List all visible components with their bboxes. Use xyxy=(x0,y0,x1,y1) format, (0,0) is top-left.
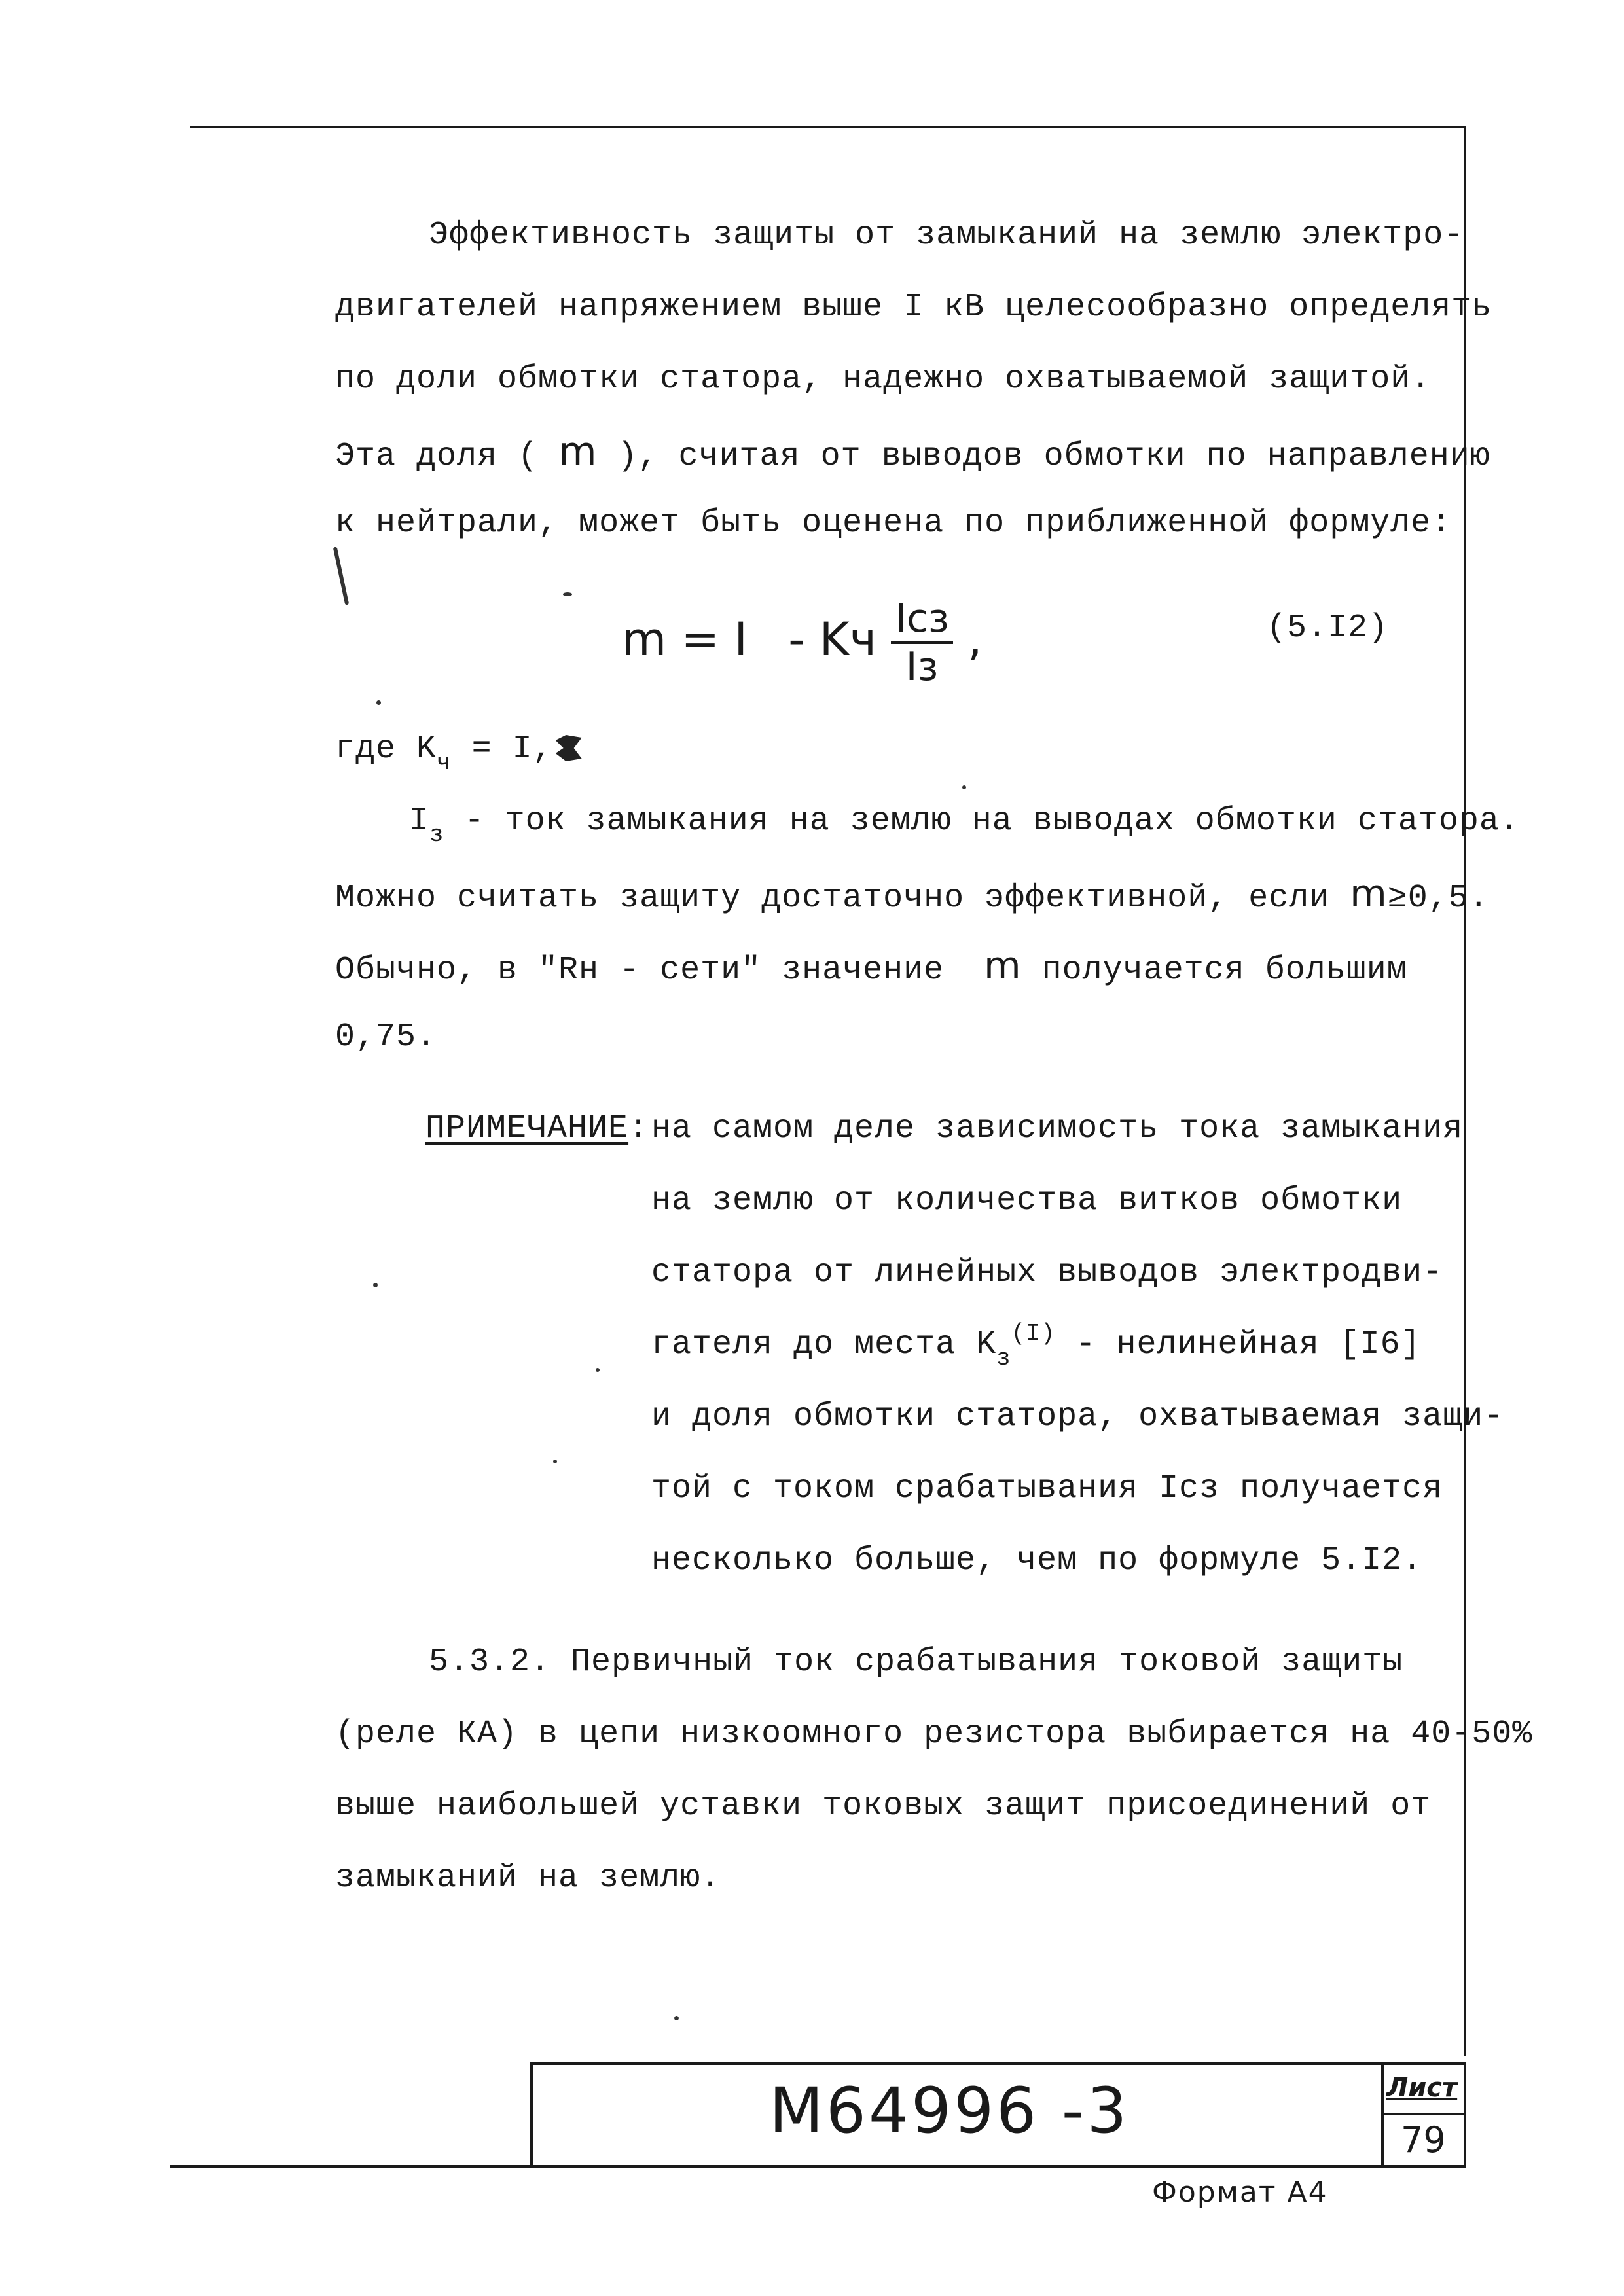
sheet-divider-line xyxy=(1381,2113,1466,2115)
section-line: 5.3.2. Первичный ток срабатывания токовой защиты xyxy=(429,1643,1403,1681)
iz-definition xyxy=(409,802,1520,848)
formula-number: (5.I2) xyxy=(1267,609,1389,647)
scan-artifact xyxy=(553,1460,557,1463)
format-label: Формат А4 xyxy=(1152,2176,1328,2209)
text-fragment: ≥0,5. xyxy=(1387,880,1489,917)
text-fragment: ), считая от выводов обмотки по направлению xyxy=(597,438,1490,475)
formula-denominator: Iз xyxy=(905,644,939,690)
text-line: Эффективность защиты от замыканий на землю электро- xyxy=(429,217,1464,254)
document-code: М64996 -3 xyxy=(769,2074,1130,2147)
m-symbol: m xyxy=(1350,871,1388,916)
text-fragment: Обычно, в "Rн - сети" значение xyxy=(335,952,965,989)
formula-minus-kch: - Kч xyxy=(788,613,877,667)
subscript: з xyxy=(429,821,444,848)
formula-numerator: Icз xyxy=(891,596,953,644)
note-label-line xyxy=(425,1109,649,1149)
scan-artifact xyxy=(376,700,381,705)
text-fragment: где K xyxy=(335,730,437,768)
text-fragment: - ток замыкания на землю на выводах обмотки статора. xyxy=(444,802,1520,840)
section-line: (реле КА) в цепи низкоомного резистора выбирается на 40-50% xyxy=(335,1715,1533,1753)
section-line: выше наибольшей уставки токовых защит присоединений от xyxy=(335,1787,1432,1825)
text-fragment: = I, xyxy=(451,730,553,768)
usually-value: 0,75. xyxy=(335,1018,437,1056)
stamp-top-line xyxy=(530,2062,1466,2065)
text-fragment: I xyxy=(409,802,430,840)
scan-artifact xyxy=(596,1368,600,1372)
usually-line xyxy=(335,943,1407,990)
text-fragment: - нелинейная [I6] xyxy=(1055,1326,1421,1363)
scan-artifact xyxy=(373,1283,378,1287)
note-colon: : xyxy=(628,1110,649,1147)
text-line: к нейтрали, может быть оценена по приближенной формуле: xyxy=(335,505,1452,542)
formula-comma: , xyxy=(967,613,983,667)
sheet-label: Лист xyxy=(1386,2073,1458,2103)
section-line: замыканий на землю. xyxy=(335,1859,721,1897)
scribble-mark xyxy=(556,735,582,761)
scan-artifact xyxy=(674,2016,679,2020)
superscript: (I) xyxy=(1011,1320,1056,1347)
m-symbol: m xyxy=(984,943,1022,988)
m-symbol: m xyxy=(558,429,598,475)
stamp-bottom-line xyxy=(170,2165,1466,2168)
sheet-number: 79 xyxy=(1401,2119,1446,2161)
text-line: по доли обмотки статора, надежно охватываемой защитой. xyxy=(335,361,1432,398)
note-line: статора от линейных выводов электродви- xyxy=(651,1254,1443,1291)
frame-top-line xyxy=(190,126,1466,128)
text-line xyxy=(335,429,1490,476)
note-line: и доля обмотки статора, охватываемая защи- xyxy=(651,1398,1504,1435)
note-line: на самом деле зависимость тока замыкания xyxy=(651,1110,1464,1147)
formula-lhs: m = I xyxy=(622,613,748,667)
text-fragment: получается большим xyxy=(1021,952,1407,989)
note-line xyxy=(651,1320,1421,1372)
note-label: ПРИМЕЧАНИЕ xyxy=(425,1110,629,1147)
text-fragment: гателя до места K xyxy=(651,1326,997,1363)
scan-artifact xyxy=(333,547,350,605)
formula-fraction xyxy=(891,596,953,690)
subscript: з xyxy=(996,1345,1011,1372)
effective-line xyxy=(335,871,1489,918)
formula-5-12 xyxy=(622,596,982,690)
note-line: несколько больше, чем по формуле 5.I2. xyxy=(651,1542,1423,1579)
note-line: на землю от количества витков обмотки xyxy=(651,1182,1403,1219)
scan-artifact xyxy=(563,592,572,596)
scan-artifact xyxy=(962,785,966,789)
where-kch xyxy=(335,730,582,776)
stamp-left-line xyxy=(530,2062,533,2166)
text-fragment: Эта доля ( xyxy=(335,438,559,475)
note-line: той с током срабатывания Icз получается xyxy=(651,1470,1443,1507)
text-fragment: Можно считать защиту достаточно эффективной, если xyxy=(335,880,1350,917)
subscript: ч xyxy=(437,749,452,776)
text-line: двигателей напряжением выше I кВ целесообразно определять xyxy=(335,289,1492,326)
frame-right-line xyxy=(1464,126,1466,2056)
